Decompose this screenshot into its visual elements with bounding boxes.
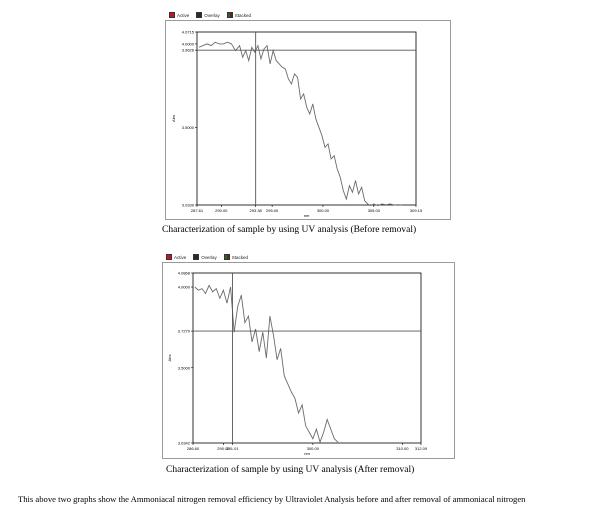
active-toggle[interactable]	[166, 254, 186, 260]
stacked-toggle[interactable]	[224, 254, 248, 260]
x-tick-label: 300.00	[306, 446, 319, 451]
stacked-icon	[227, 12, 233, 18]
y-tick-label: 3.5000	[181, 124, 194, 130]
uv-chart-after-panel	[162, 251, 454, 458]
active-icon	[169, 12, 175, 18]
y-axis-label: Abs	[167, 354, 172, 362]
x-axis-label: nm	[303, 213, 310, 218]
y-tick-label: 4.0715	[181, 29, 194, 35]
x-tick-label: 293.38	[249, 208, 262, 213]
overlay-icon	[193, 254, 199, 260]
y-tick-label: 3.0339	[181, 202, 194, 208]
overlay-label: Overlay	[201, 254, 217, 260]
x-axis-label: nm	[304, 451, 310, 456]
stacked-label: Stacked	[234, 12, 252, 18]
stacked-icon	[224, 254, 230, 260]
stacked-toggle[interactable]	[227, 12, 251, 18]
y-tick-label: 4.0868	[177, 270, 190, 276]
chart-toolbar	[166, 252, 248, 262]
y-axis-label: Abs	[171, 115, 176, 122]
y-tick-label: 4.0000	[181, 41, 194, 47]
uv-chart-after[interactable]	[163, 263, 454, 458]
chart-frame	[165, 20, 451, 220]
x-tick-label: 290.00	[217, 446, 230, 451]
y-tick-label: 3.0342	[177, 440, 190, 446]
active-toggle[interactable]	[169, 12, 189, 18]
x-tick-label: 290.00	[215, 208, 228, 213]
caption-after: Characterization of sample by using UV analysis (After removal)	[166, 465, 415, 475]
chart-frame	[162, 262, 455, 459]
stacked-label: Stacked	[231, 254, 249, 260]
y-tick-label: 4.0000	[177, 284, 190, 290]
y-tick-label: 3.5000	[177, 365, 190, 371]
x-tick-label: 300.00	[316, 208, 330, 213]
y-tick-label: 3.7270	[177, 328, 190, 334]
x-tick-label: 291.01	[226, 446, 239, 451]
absorbance-trace	[195, 285, 338, 442]
overlay-toggle[interactable]	[193, 254, 217, 260]
x-tick-label: 309.15	[409, 208, 423, 213]
x-tick-label: 312.09	[414, 446, 428, 451]
overlay-icon	[196, 12, 202, 18]
absorbance-trace	[199, 42, 402, 205]
x-tick-label: 287.61	[190, 208, 204, 213]
active-label: Active	[177, 12, 190, 18]
summary-note: This above two graphs show the Ammoniacal nitrogen removal efficiency by Ultraviolet Analysis before and after removal of ammoniacal nitrogen	[18, 494, 526, 504]
overlay-label: Overlay	[204, 12, 220, 18]
x-tick-label: 310.00	[396, 446, 409, 451]
x-tick-label: 305.00	[367, 208, 380, 213]
y-tick-label: 3.9626	[181, 47, 194, 53]
chart-toolbar	[169, 10, 251, 20]
uv-chart-before-panel	[165, 9, 450, 219]
x-tick-label: 295.00	[266, 208, 279, 213]
active-label: Active	[174, 254, 187, 260]
uv-chart-before[interactable]	[166, 21, 450, 219]
x-tick-label: 286.60	[186, 446, 200, 451]
overlay-toggle[interactable]	[196, 12, 220, 18]
active-icon	[166, 254, 172, 260]
plot-area	[197, 32, 416, 205]
plot-area	[193, 273, 421, 443]
caption-before: Characterization of sample by using UV analysis (Before removal)	[162, 225, 417, 235]
